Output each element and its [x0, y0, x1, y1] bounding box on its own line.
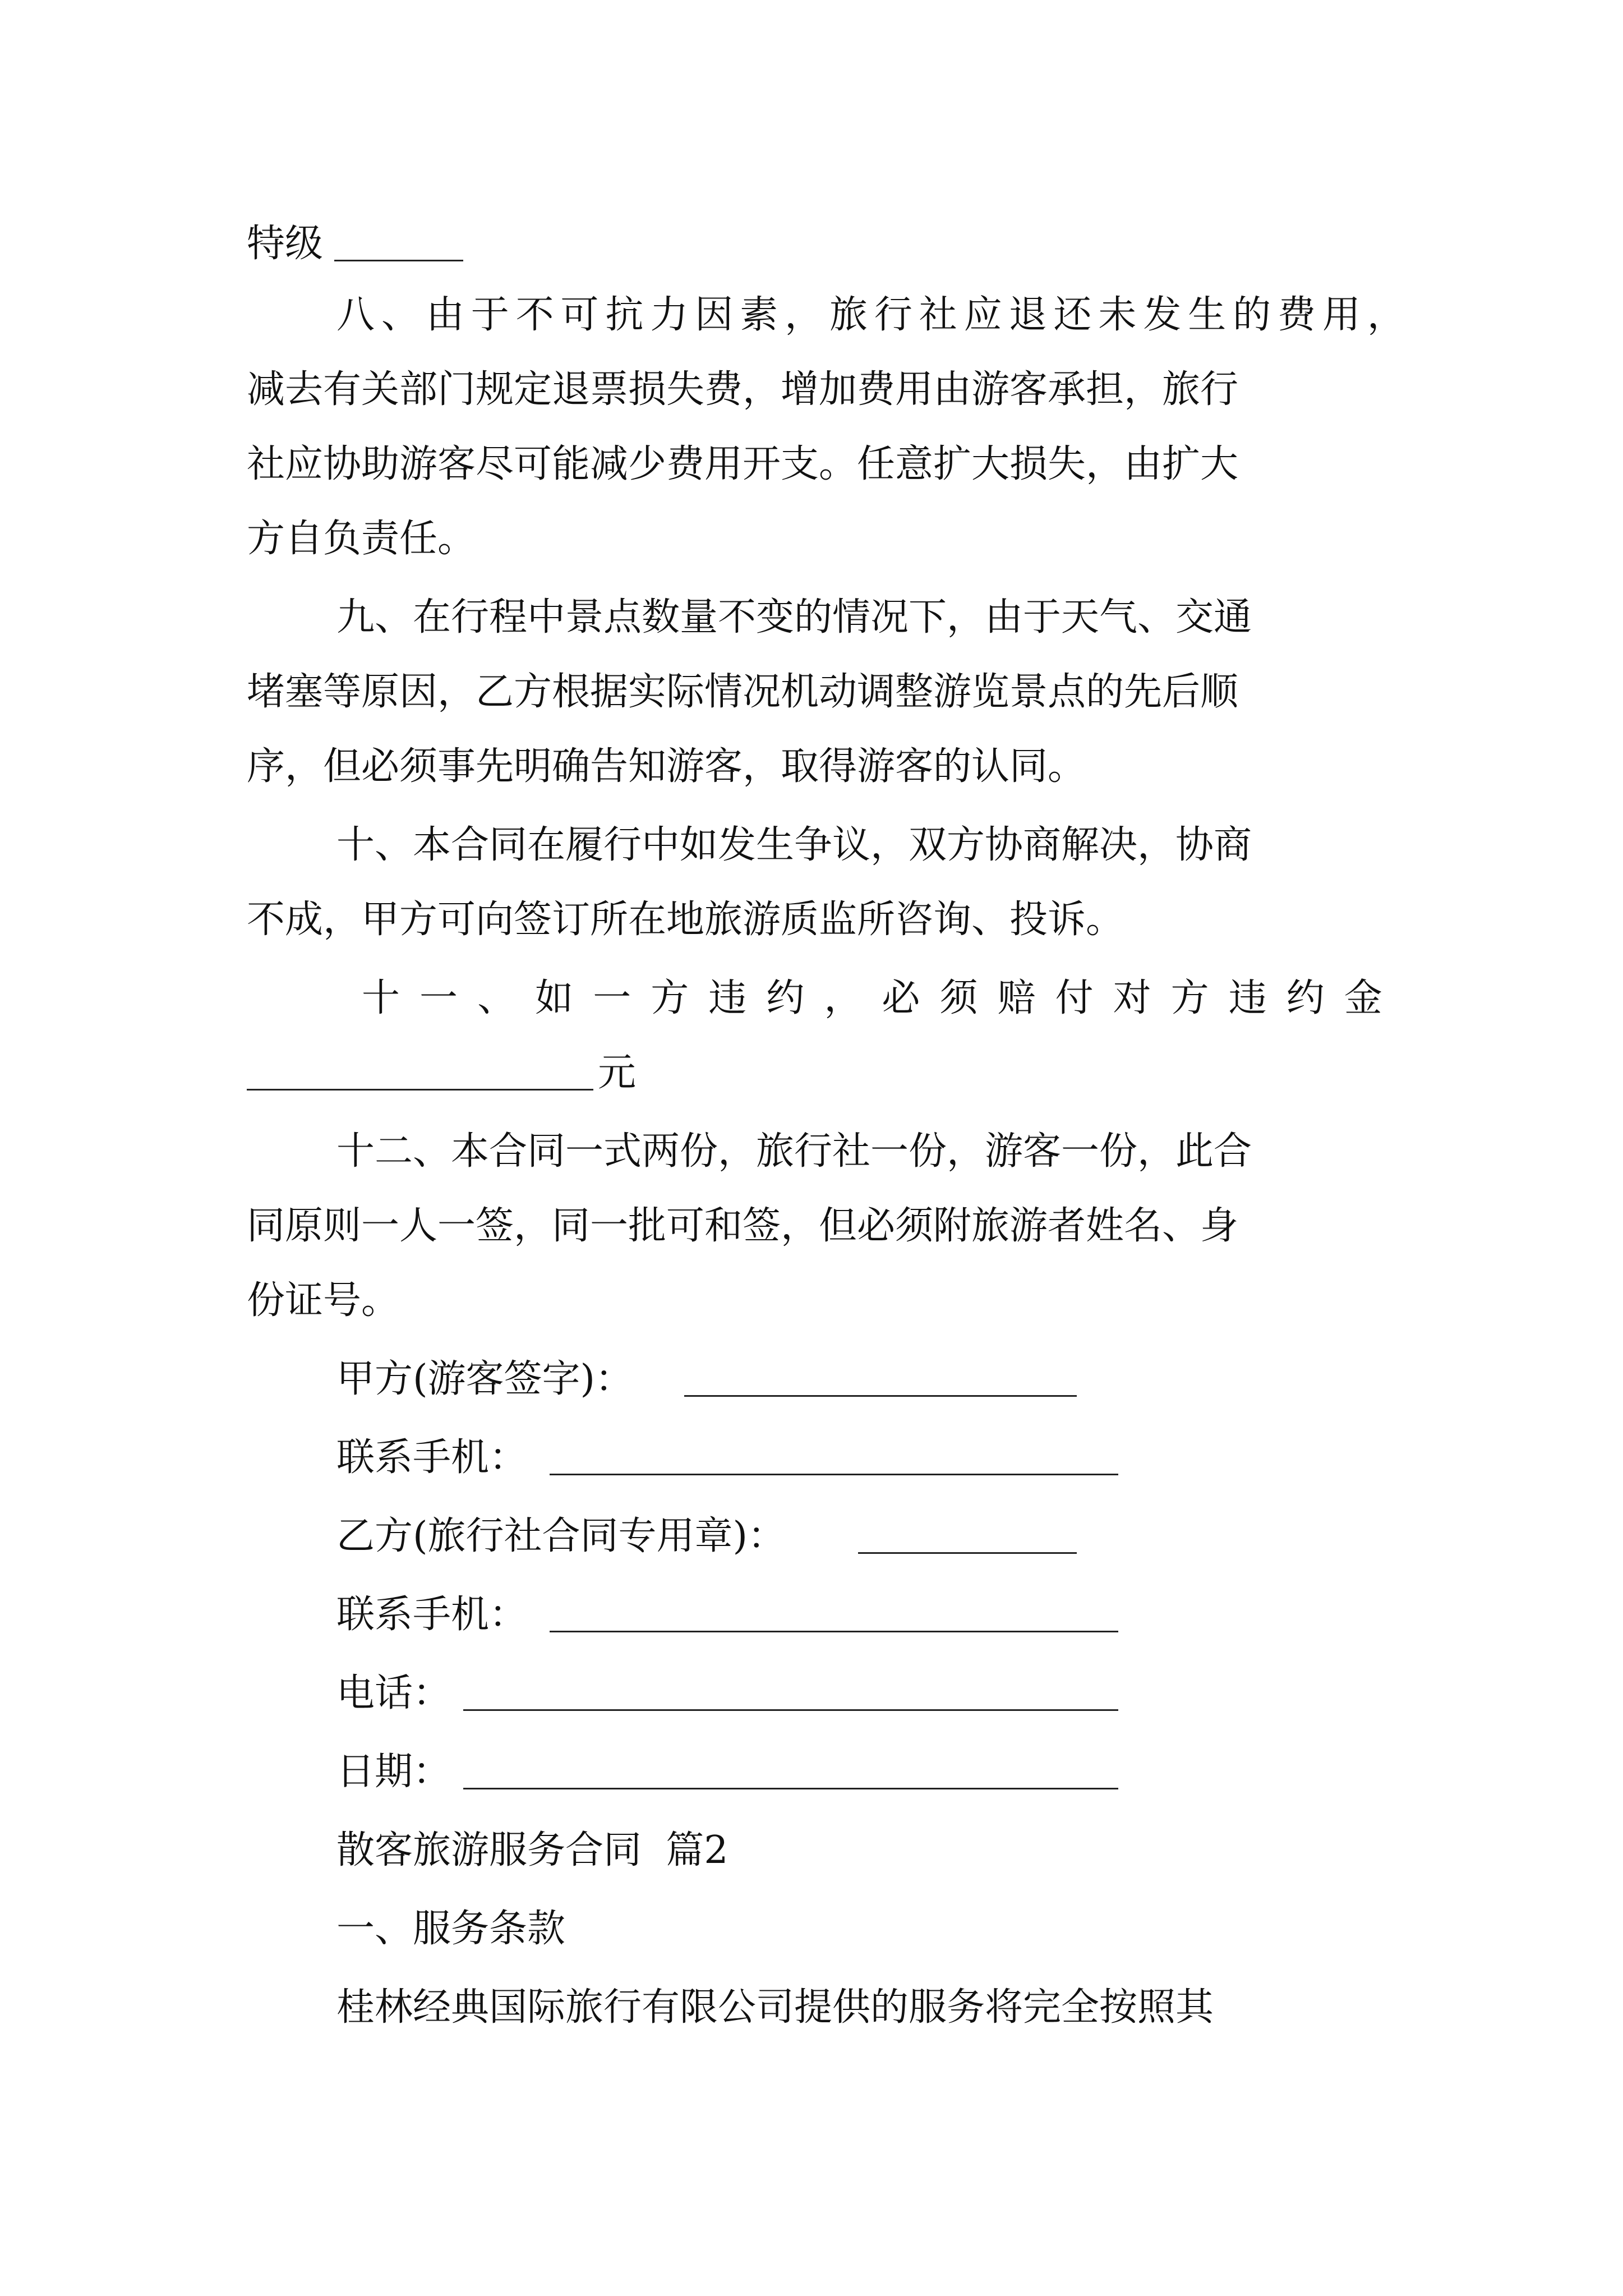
- glyph: 应: [963, 293, 1002, 337]
- clause-8-text-4: 方自负责任。: [247, 517, 476, 561]
- phone-b-label: 联系手机：: [336, 1593, 528, 1637]
- glyph: 、: [381, 293, 419, 337]
- grade-label: 特级: [247, 222, 324, 266]
- party-b-label: 乙方(旅行社合同专用章)：: [336, 1514, 786, 1558]
- glyph: 旅: [829, 293, 868, 337]
- glyph: 约: [1286, 976, 1325, 1020]
- glyph: 由: [426, 293, 464, 337]
- glyph: 力: [650, 293, 689, 337]
- clause-10-text-2: 不成，甲方可向签订所在地旅游质监所咨询、投诉。: [247, 898, 1124, 942]
- glyph: 须: [939, 976, 978, 1020]
- glyph: 未: [1098, 293, 1137, 337]
- glyph: 金: [1344, 976, 1382, 1020]
- clause-9-text-1: 九、在行程中景点数量不变的情况下，由于天气、交通: [336, 595, 1252, 639]
- glyph: 一: [419, 976, 458, 1020]
- phone-b-blank: [550, 1631, 1118, 1632]
- glyph: 违: [1228, 976, 1267, 1020]
- section-2-heading: 一、服务条款: [336, 1907, 566, 1951]
- glyph: 抗: [605, 293, 644, 337]
- glyph: 费: [1278, 293, 1316, 337]
- glyph: ，: [1367, 293, 1405, 337]
- glyph: 方: [651, 976, 689, 1020]
- tel-blank: [463, 1709, 1118, 1711]
- clause-12-text-3: 份证号。: [247, 1278, 400, 1323]
- glyph: 不: [515, 293, 554, 337]
- glyph: 可: [560, 293, 599, 337]
- glyph: 的: [1233, 293, 1271, 337]
- glyph: 一: [593, 976, 631, 1020]
- clause-9-text-3: 序，但必须事先明确告知游客，取得游客的认同。: [247, 744, 1086, 789]
- clause-10-text-1: 十、本合同在履行中如发生争议，双方协商解决，协商: [336, 823, 1252, 867]
- clause-9-text-2: 堵塞等原因，乙方根据实际情况机动调整游览景点的先后顺: [247, 670, 1239, 714]
- glyph: 赔: [997, 976, 1036, 1020]
- glyph: ，: [785, 293, 823, 337]
- penalty-amount-blank: [247, 1089, 593, 1091]
- glyph: 必: [882, 976, 920, 1020]
- glyph: ，: [824, 976, 863, 1020]
- glyph: 因: [695, 293, 734, 337]
- clause-8-text-1: [336, 287, 1405, 343]
- grade-blank: [334, 260, 463, 261]
- phone-a-blank: [550, 1474, 1118, 1475]
- clause-12-text-1: 十二、本合同一式两份，旅行社一份，游客一份，此合: [336, 1129, 1252, 1174]
- party-b-stamp-blank: [858, 1552, 1077, 1554]
- glyph: 对: [1113, 976, 1151, 1020]
- glyph: 、: [477, 976, 516, 1020]
- clause-11-text-1: [362, 970, 1382, 1027]
- glyph: 行: [874, 293, 912, 337]
- phone-a-label: 联系手机：: [336, 1435, 528, 1480]
- glyph: 八: [336, 293, 375, 337]
- glyph: 违: [708, 976, 747, 1020]
- party-a-signature-blank: [684, 1395, 1077, 1397]
- glyph: 于: [471, 293, 509, 337]
- clause-11-unit: 元: [598, 1051, 637, 1095]
- glyph: 方: [1170, 976, 1209, 1020]
- glyph: 还: [1053, 293, 1092, 337]
- party-a-label: 甲方(游客签字)：: [336, 1357, 634, 1401]
- section-2-title: 散客旅游服务合同 篇2: [336, 1828, 728, 1872]
- glyph: 素: [740, 293, 778, 337]
- glyph: 约: [766, 976, 805, 1020]
- clause-12-text-2: 同原则一人一签，同一批可和签，但必须附旅游者姓名、身: [247, 1204, 1239, 1248]
- glyph: 十: [362, 976, 400, 1020]
- glyph: 退: [1008, 293, 1047, 337]
- section-2-text-1: 桂林经典国际旅行有限公司提供的服务将完全按照其: [336, 1985, 1214, 2030]
- glyph: 生: [1188, 293, 1227, 337]
- glyph: 发: [1143, 293, 1182, 337]
- tel-label: 电话：: [336, 1671, 451, 1715]
- glyph: 用: [1322, 293, 1361, 337]
- glyph: 如: [535, 976, 574, 1020]
- date-label: 日期：: [336, 1750, 451, 1794]
- glyph: 付: [1055, 976, 1094, 1020]
- clause-8-text-3: 社应协助游客尽可能减少费用开支。任意扩大损失，由扩大: [247, 442, 1239, 486]
- glyph: 社: [919, 293, 957, 337]
- date-blank: [463, 1788, 1118, 1789]
- clause-8-text-2: 减去有关部门规定退票损失费，增加费用由游客承担，旅行: [247, 367, 1239, 412]
